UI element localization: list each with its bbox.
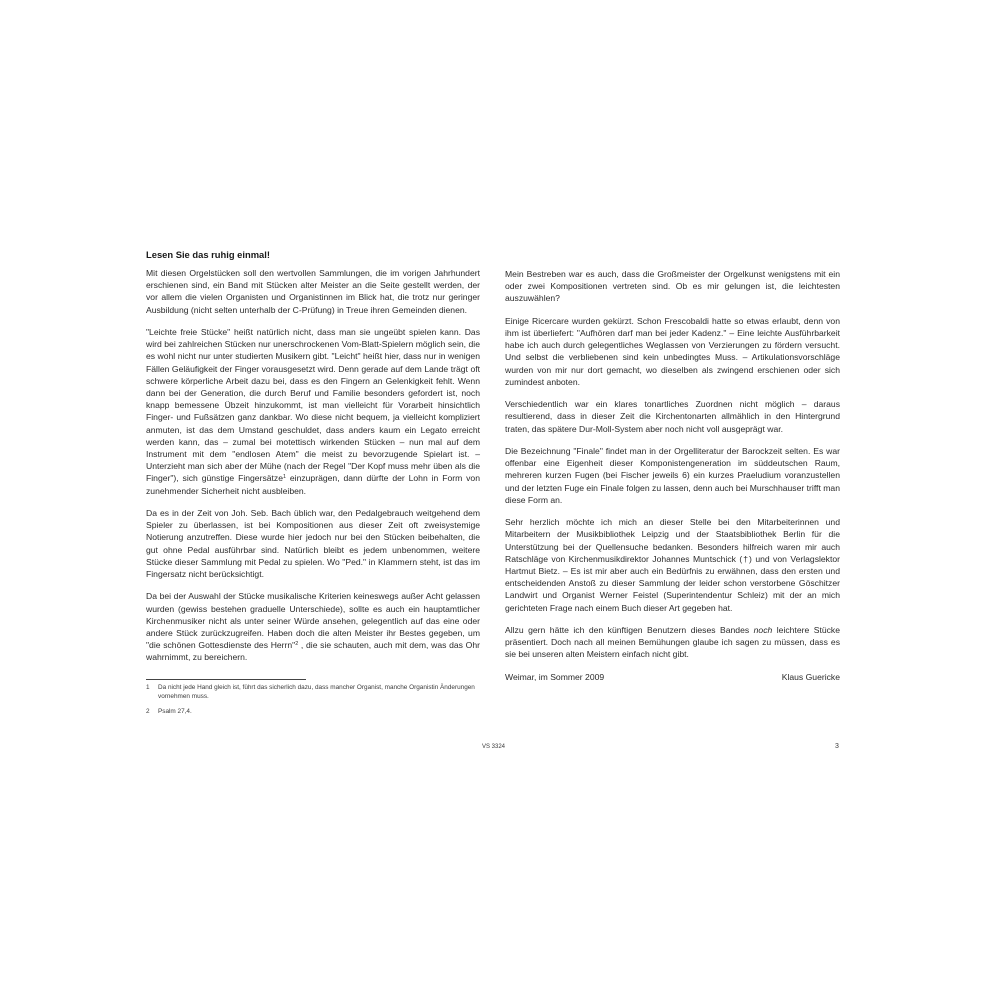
paragraph: Sehr herzlich möchte ich mich an dieser Stelle bei den Mitarbeiterinnen und Mitarbeitern der Musikbibliothek Leipzig und der Staatsbibliothek Berlin für die Unterstützung bei der Quellensuche bedanken. Besonders hilfreich waren mir auch Ratschläge von Kirchenmusikdirektor Johannes Muntschick (†) und von Verlagslektor Hartmut Bietz. – Es ist mir aber auch ein Bedürfnis zu erwähnen, dass den ersten und entscheidenden Anstoß zu dieser Sammlung der leider schon verstorbene Göschitzer Landwirt und Organist Werner Feistel (Superintendentur Schleiz) mit der an mich gerichteten Frage nach einem Buch dieser Art gegeben hat. [505,517,840,613]
footnote-ref: 2 [295,641,299,648]
paragraph: Da bei der Auswahl der Stücke musikalische Kriterien keineswegs außer Acht gelassen wurden (gewiss bestehen graduelle Unterschiede), sollte es auch ein hauptamtlicher Kirchenmusiker nicht als unter seiner Würde ansehen, gelegentlich auf das eine oder andere Stück zurückzugreifen. Haben doch die alten Meister ihr Bestes gegeben, um "die schönen Gottesdienste des Herrn"$^2$ , die sie schauten, auch mit dem, was das Ohr wahrnimmt, zu bereichern. [146,591,480,663]
paragraph: Die Bezeichnung "Finale" findet man in der Orgelliteratur der Barockzeit selten. Es war offenbar eine Eigenheit dieser Komponistengeneration im süddeutschen Raum, mehreren kurzen Fugen (bei Fischer jeweils 6) ein kurzes Praeludium voranzustellen und der letzten Fuge ein Finale folgen zu lassen, denn auch bei Murschhauser trifft man diese Form an. [505,446,840,505]
right-column [505,268,840,683]
footnote-divider [146,679,306,680]
paragraph: Verschiedentlich war ein klares tonartliches Zuordnen nicht möglich – daraus resultierend, dass in dieser Zeit die Kirchentonarten allmählich in den Hintergrund traten, das spätere Dur-Moll-System aber noch nicht voll ausgeprägt war. [505,399,840,434]
paragraph: Allzu gern hätte ich den künftigen Benutzern dieses Bandes noch leichtere Stücke präsentiert. Doch nach all meinen Bemühungen glaube ich sagen zu müssen, dass es sie bei unseren alten Meistern einfach nicht gibt. [505,625,840,660]
page-number: 3 [835,743,839,750]
paragraph: "Leichte freie Stücke" heißt natürlich nicht, dass man sie ungeübt spielen kann. Das wird bei zahlreichen Stücken nur unerschrockenen Vom-Blatt-Spielern möglich sein, die es wohl nicht nur unter studierten Musikern gibt. "Leicht" heißt hier, dass nur in wenigen Fällen Geläufigkeit der Finger vorausgesetzt wird. Denn gerade auf dem Lande trägt oft schwere körperliche Arbeit dazu bei, dass es den Fingern an Gelenkigkeit fehlt. Wenn dann bei der Generation, die durch Beruf und Familie besonders gefordert ist, noch knapp bemessene Übzeit hinzukommt, ist man vielleicht für Vorarbeit hinsichtlich Finger- und Fußsätzen ganz dankbar. Wo diese nicht bequem, ja vielleicht kompliziert anmuten, ist das dem Umstand geschuldet, dass anders kaum ein Legato erreicht werden kann, das – zumal bei motettisch wirkenden Stücken – nun mal auf dem Instrument mit dem "endlosen Atem" die meist zu bevorzugende Spielart ist. – Unterzieht man sich aber der Mühe (nach der Regel "Der Kopf muss mehr üben als die Finger"), sich günstige Fingersätze$^1$ einzuprägen, dann dürfte der Lohn in Form von zunehmender Sicherheit nicht ausbleiben. [146,327,480,496]
paragraph: Da es in der Zeit von Joh. Seb. Bach üblich war, den Pedalgebrauch weitgehend dem Spieler zu überlassen, ist bei Kompositionen aus dieser Zeit oft zweisystemige Notierung anzutreffen. Diese wurde hier jedoch nur bei den Stücken beibehalten, die gut ohne Pedal ausführbar sind. Natürlich bleibt es jedem unbenommen, weitere Stücke dieser Sammlung mit Pedal zu spielen. Wo "Ped." in Klammern steht, ist das im Fingersatz nicht berücksichtigt. [146,508,480,580]
footnote-text: Da nicht jede Hand gleich ist, führt das sicherlich dazu, dass mancher Organist, manche Organistin Änderungen vornehmen muss. [158,684,475,700]
paragraph: Mein Bestreben war es auch, dass die Großmeister der Orgelkunst wenigstens mit ein oder zwei Kompositionen vertreten sind. Ob es mir gelungen ist, die leichtesten auszuwählen? [505,269,840,304]
footnote-text: Psalm 27,4. [158,707,192,715]
footnote-number: 1 [146,684,150,691]
paragraph: Einige Ricercare wurden gekürzt. Schon Frescobaldi hatte so etwas erlaubt, denn von ihm ist überliefert: "Aufhören darf man bei jeder Kadenz." – Eine leichte Ausführbarkeit habe ich auch durch gelegentliches Weglassen von Verzierungen zu fördern versucht. Und selbst die verbliebenen sind kein unbedingtes Muss. – Artikulationsvorschläge wurden von mir nur dort gemacht, wo dieselben als zwingend erschienen oder sich zumindest anboten. [505,315,840,387]
catalog-code: VS 3324 [482,744,506,750]
place-date: Weimar, im Sommer 2009 [505,671,605,682]
author-name: Klaus Guericke [781,671,840,682]
footnote-ref: 1 [283,474,286,481]
signature-line [505,671,840,683]
page-heading: Lesen Sie das ruhig einmal! [146,249,270,260]
footnote-number: 2 [146,707,150,715]
footnote [146,708,491,717]
footnote [146,684,491,702]
footnotes [146,684,491,722]
paragraph: Mit diesen Orgelstücken soll den wertvollen Sammlungen, die im vorigen Jahrhundert erschienen sind, ein Band mit Stücken alter Meister an die Seite gestellt werden, der vor allem die vielen Organisten und Organistinnen im Blick hat, die trotz nur geringer Ausbildung (nicht selten unterhalb der C-Prüfung) in Treue ihren Gemeinden dienen. [146,268,480,315]
emphasis: noch [753,625,773,636]
left-column [146,249,480,674]
